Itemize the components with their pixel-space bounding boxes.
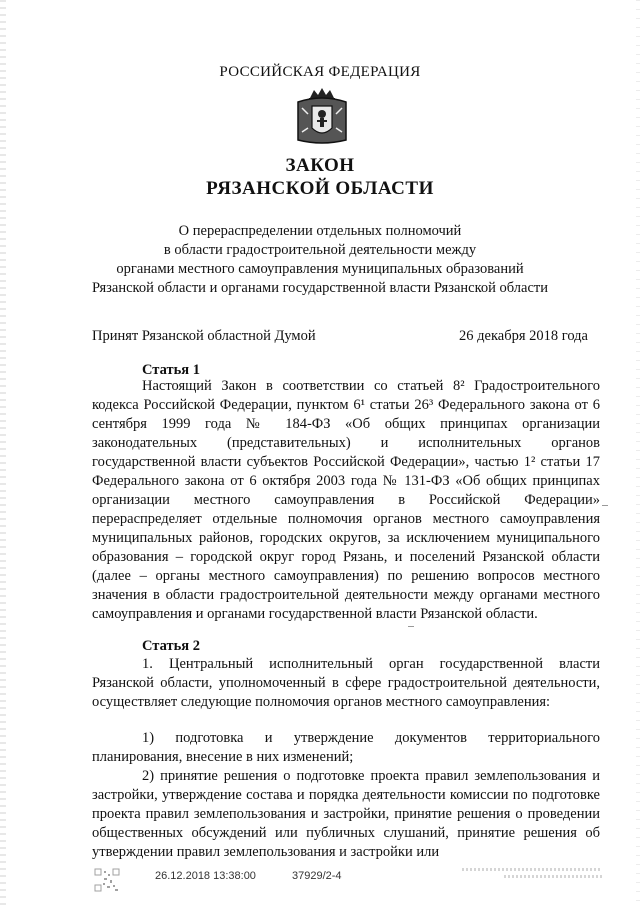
adoption-date: 26 декабря 2018 года — [459, 328, 588, 344]
subject-line: в области градостроительной деятельности между — [163, 242, 477, 258]
article-1-text: Настоящий Закон в соответствии со статьей 8² Градостроительного кодекса Российской Федерации, пунктом 6¹ статьи 26³ Федерального закона от 6 сентября 1999 года № 184-ФЗ «Об общих принципах организации законодательных (представительных) и исполнительных органов государственной власти субъектов Российской Федерации», частью 1² статьи 17 Федерального закона от 6 октября 2003 года № 131-ФЗ «Об общих принципах организации местного самоуправления в Российской Федерации» перераспределяет отдельные полномочия органов местного самоуправления муниципальных районов, городских округов, за исключением муниципального образования – городской округ город Рязань, и поселений Рязанской области (далее – органы местного самоуправления) по решению вопросов местного значения в области градостроительной деятельности между органами местного самоуправления и органами государственной власти Рязанской области. — [92, 378, 600, 622]
scan-speck — [602, 505, 608, 506]
law-title — [0, 154, 640, 200]
scan-speck — [408, 626, 414, 627]
law-subject — [60, 222, 580, 298]
subject-line: органами местного самоуправления муниципальных образований — [116, 261, 524, 277]
article-2-item-1-2: 2) принятие решения о подготовке проекта правил землепользования и застройки, утверждение состава и порядка деятельности комиссии по подготовке проекта правил землепользования и застройки, принятие решения о проведении общественных обсуждений или публичных слушаний, принятие решения об утверждении правил землепользования и застройки или — [92, 768, 600, 860]
adopted-by: Принят Рязанской областной Думой — [92, 328, 316, 344]
federation-heading: РОССИЙСКАЯ ФЕДЕРАЦИЯ — [219, 64, 421, 80]
qr-stamp-icon — [94, 868, 120, 892]
scan-edge-right — [636, 0, 640, 905]
article-2-title: Статья 2 — [142, 638, 200, 654]
article-1-title: Статья 1 — [142, 362, 200, 378]
footer-document-code: 37929/2-4 — [292, 870, 342, 882]
subject-line: О перераспределении отдельных полномочий — [178, 223, 462, 239]
adoption-line — [92, 328, 588, 345]
law-title-line2: РЯЗАНСКОЙ ОБЛАСТИ — [206, 178, 434, 199]
law-title-line1: ЗАКОН — [285, 155, 355, 176]
article-2-item-1: 1. Центральный исполнительный орган государственной власти Рязанской области, уполномоченный в сфере градостроительной деятельности, осуществляет следующие полномочия органов местного самоуправления: — [92, 656, 600, 710]
faint-registration-stamp — [462, 868, 602, 894]
scan-edge-left — [0, 0, 6, 905]
ryazan-coat-of-arms-icon — [290, 84, 354, 148]
subject-line: Рязанской области и органами государственной власти Рязанской области — [91, 280, 548, 296]
document-footer — [0, 870, 640, 900]
footer-datetime: 26.12.2018 13:38:00 — [155, 870, 256, 882]
article-2-item-1-1: 1) подготовка и утверждение документов территориального планирования, внесение в них изменений; — [92, 730, 600, 765]
